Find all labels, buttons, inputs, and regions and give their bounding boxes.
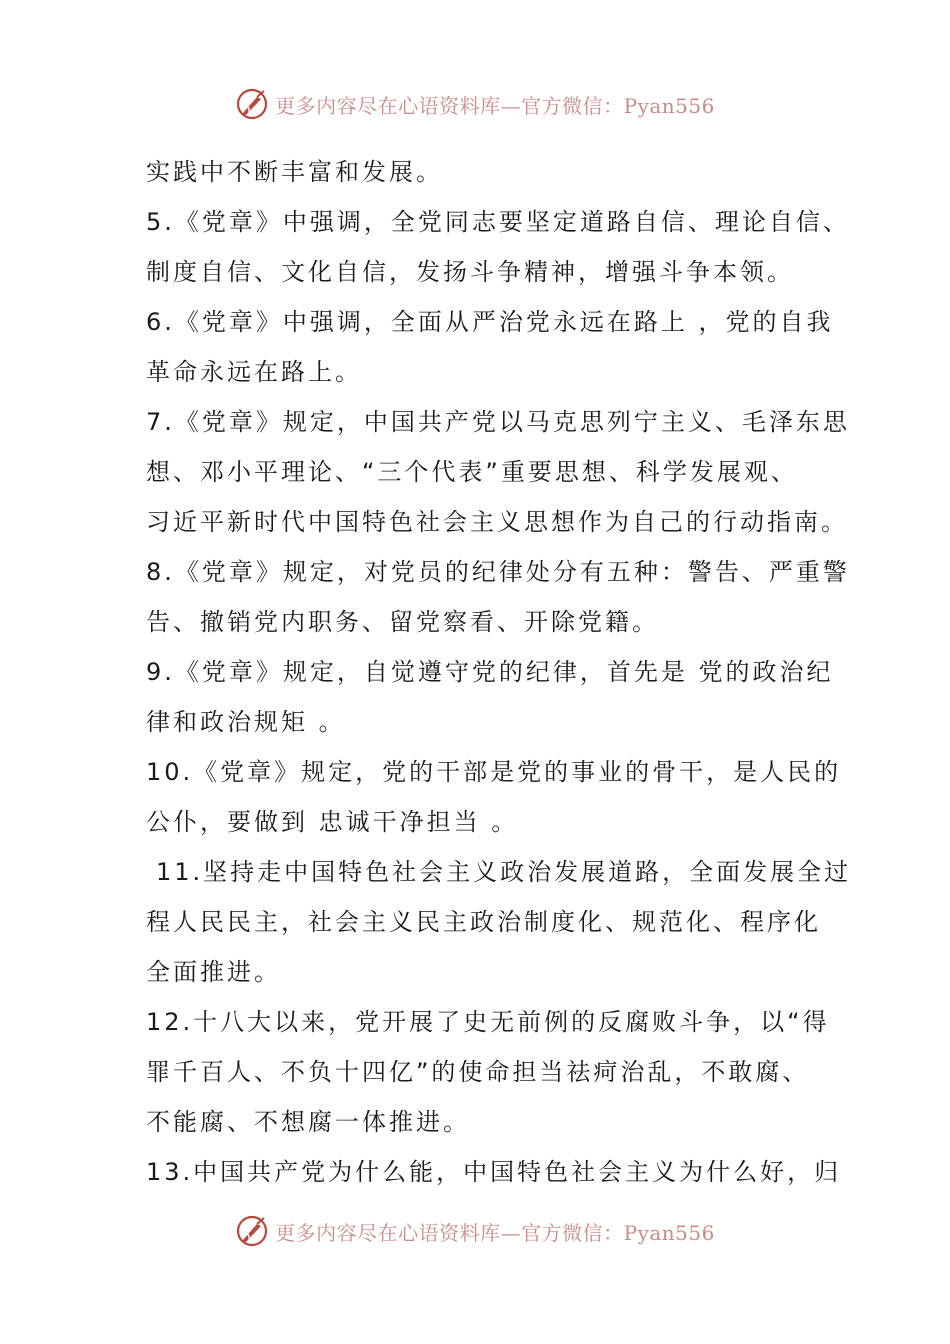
text-line: 10.《党章》规定，党的干部是党的事业的骨干，是人民的 <box>146 758 842 786</box>
text-line: 9.《党章》规定，自觉遵守党的纪律，首先是 党的政治纪 <box>146 658 834 686</box>
text-line: 12.十八大以来，党开展了史无前例的反腐败斗争，以“得 <box>146 1008 830 1036</box>
text-line: 不能腐、不想腐一体推进。 <box>146 1108 470 1136</box>
footer-banner <box>0 1211 950 1251</box>
text-line: 6.《党章》中强调，全面从严治党永远在路上 ，党的自我 <box>146 308 834 336</box>
text-line: 想、邓小平理论、“三个代表”重要思想、科学发展观、 <box>146 458 798 486</box>
text-line: 8.《党章》规定，对党员的纪律处分有五种：警告、严重警 <box>146 558 850 586</box>
text-line: 律和政治规矩 。 <box>146 708 346 736</box>
text-line: 实践中不断丰富和发展。 <box>146 158 443 186</box>
text-line: 革命永远在路上。 <box>146 358 362 386</box>
text-line: 5.《党章》中强调，全党同志要坚定道路自信、理论自信、 <box>146 208 850 236</box>
header-banner-text: 更多内容尽在心语资料库—官方微信：Pyan556 <box>275 93 715 118</box>
text-line: 罪千百人、不负十四亿”的使命担当祛疴治乱，不敢腐、 <box>146 1058 810 1086</box>
text-line: 告、撤销党内职务、留党察看、开除党籍。 <box>146 608 659 636</box>
text-line: 制度自信、文化自信，发扬斗争精神，增强斗争本领。 <box>146 258 794 286</box>
quill-pen-icon <box>235 87 269 121</box>
quill-pen-icon <box>235 1214 269 1248</box>
text-line: 13.中国共产党为什么能，中国特色社会主义为什么好，归 <box>146 1158 842 1186</box>
header-banner <box>0 84 950 124</box>
text-line: 程人民民主，社会主义民主政治制度化、规范化、程序化 <box>146 908 821 936</box>
text-line: 习近平新时代中国特色社会主义思想作为自己的行动指南。 <box>146 508 848 536</box>
text-line: 全面推进。 <box>146 958 281 986</box>
text-line: 7.《党章》规定，中国共产党以马克思列宁主义、毛泽东思 <box>146 408 850 436</box>
text-line: 11.坚持走中国特色社会主义政治发展道路，全面发展全过 <box>156 858 852 886</box>
footer-banner-text: 更多内容尽在心语资料库—官方微信：Pyan556 <box>275 1220 715 1245</box>
text-line: 公仆，要做到 忠诚干净担当 。 <box>146 808 519 836</box>
document-body <box>146 147 852 1197</box>
